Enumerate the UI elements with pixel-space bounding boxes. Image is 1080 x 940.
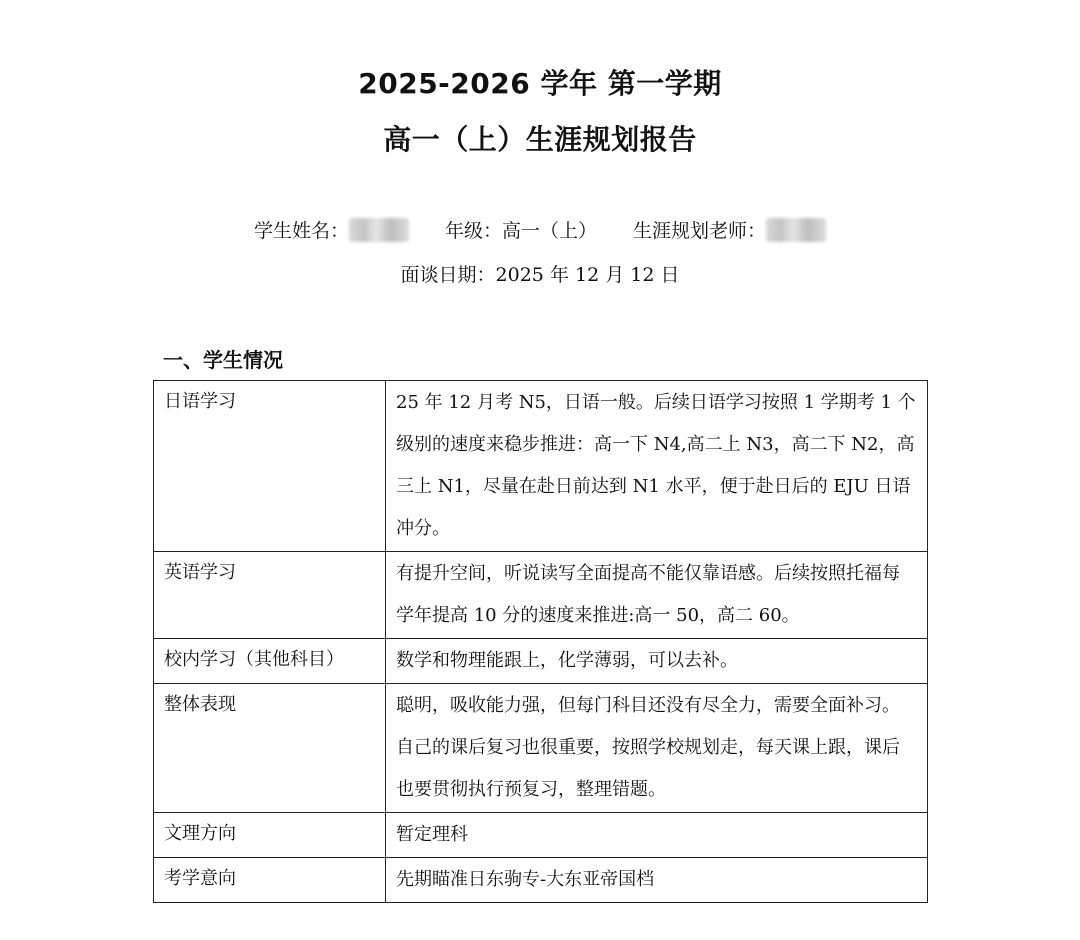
row-content: 暂定理科	[386, 813, 928, 858]
interview-date-value: 2025 年 12 月 12 日	[495, 264, 680, 286]
student-name-redacted	[349, 218, 409, 242]
grade-value: 高一（上）	[502, 220, 598, 242]
row-content: 先期瞄准日东驹专-大东亚帝国档	[386, 858, 928, 903]
interview-date-row	[0, 260, 1080, 287]
row-label: 考学意向	[154, 858, 386, 903]
row-label: 英语学习	[154, 552, 386, 639]
teacher-name-redacted	[766, 218, 826, 242]
row-label: 整体表现	[154, 684, 386, 813]
row-content: 数学和物理能跟上，化学薄弱，可以去补。	[386, 639, 928, 684]
report-title-term: 2025-2026 学年 第一学期	[358, 67, 722, 100]
table-row	[154, 813, 928, 858]
row-label: 日语学习	[154, 381, 386, 552]
grade-label: 年级：	[444, 220, 502, 242]
row-label: 校内学习（其他科目）	[154, 639, 386, 684]
student-name-label: 学生姓名：	[253, 220, 349, 242]
row-content: 25 年 12 月考 N5，日语一般。后续日语学习按照 1 学期考 1 个级别的速度来稳步推进：高一下 N4,高二上 N3，高二下 N2，高三上 N1，尽量在赴日前达到 N1 水平，便于赴日后的 EJU 日语冲分。	[386, 381, 928, 552]
teacher-label: 生涯规划老师：	[633, 220, 767, 242]
report-title: 高一（上）生涯规划报告	[383, 123, 697, 156]
student-status-table	[153, 380, 928, 903]
table-row	[154, 552, 928, 639]
table-row	[154, 639, 928, 684]
table-row	[154, 684, 928, 813]
row-label: 文理方向	[154, 813, 386, 858]
table-row	[154, 381, 928, 552]
student-meta-row	[0, 216, 1080, 243]
table-row	[154, 858, 928, 903]
interview-date-label: 面谈日期：	[400, 264, 496, 286]
section-heading-student-status: 一、学生情况	[163, 348, 283, 372]
row-content: 有提升空间，听说读写全面提高不能仅靠语感。后续按照托福每学年提高 10 分的速度来推进:高一 50，高二 60。	[386, 552, 928, 639]
row-content: 聪明，吸收能力强，但每门科目还没有尽全力，需要全面补习。自己的课后复习也很重要，按照学校规划走，每天课上跟，课后也要贯彻执行预复习，整理错题。	[386, 684, 928, 813]
